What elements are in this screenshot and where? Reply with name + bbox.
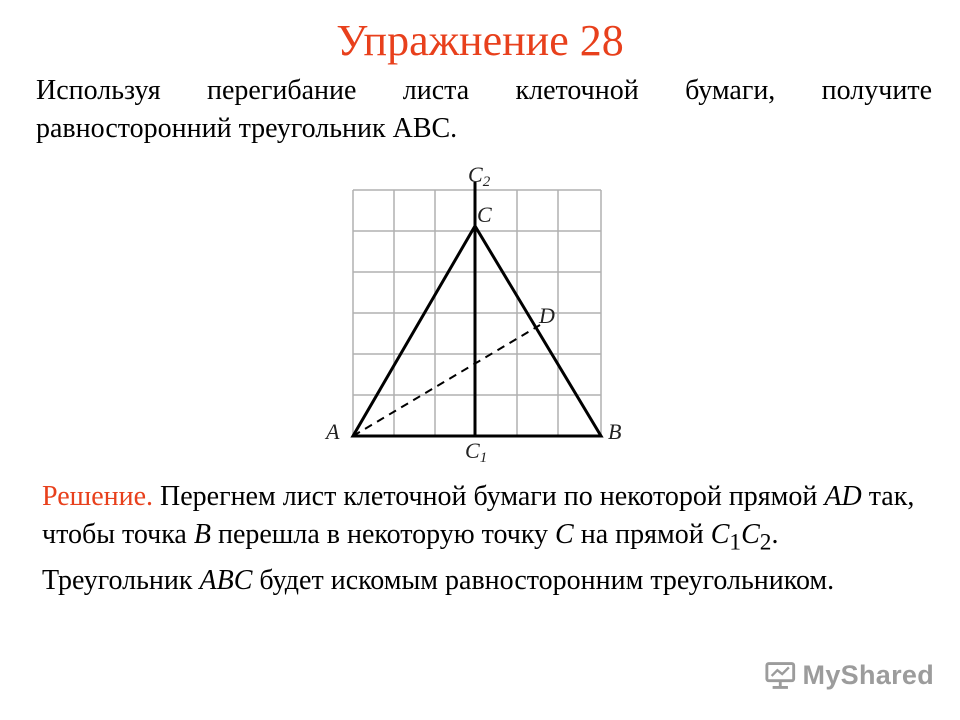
label-c2: C2 [468,162,491,190]
label-d: D [539,303,555,328]
label-c1: C1 [465,438,488,466]
task-text: Используя перегибание листа клеточной бумаги, получите равносторонний треугольник ABC. [36,75,932,144]
presentation-icon [764,658,797,692]
fold-line-ad [353,325,540,436]
label-c: C [477,202,492,227]
watermark-text: MyShared [802,659,934,690]
triangle-abc [353,226,601,436]
solution-label: Решение. [42,481,154,512]
geometry-figure [320,160,640,470]
watermark [764,655,934,695]
page-title: Упражнение 28 [336,16,624,65]
solution-text: Решение. Перегнем лист клеточной бумаги по некоторой прямой AD так, чтобы точка B перешла в некоторую точку C на прямой $C_1C_2$. Треугольник ABC будет искомым равносторонним треугольником. [42,481,915,596]
label-a: A [326,419,340,444]
label-b: B [608,419,622,444]
